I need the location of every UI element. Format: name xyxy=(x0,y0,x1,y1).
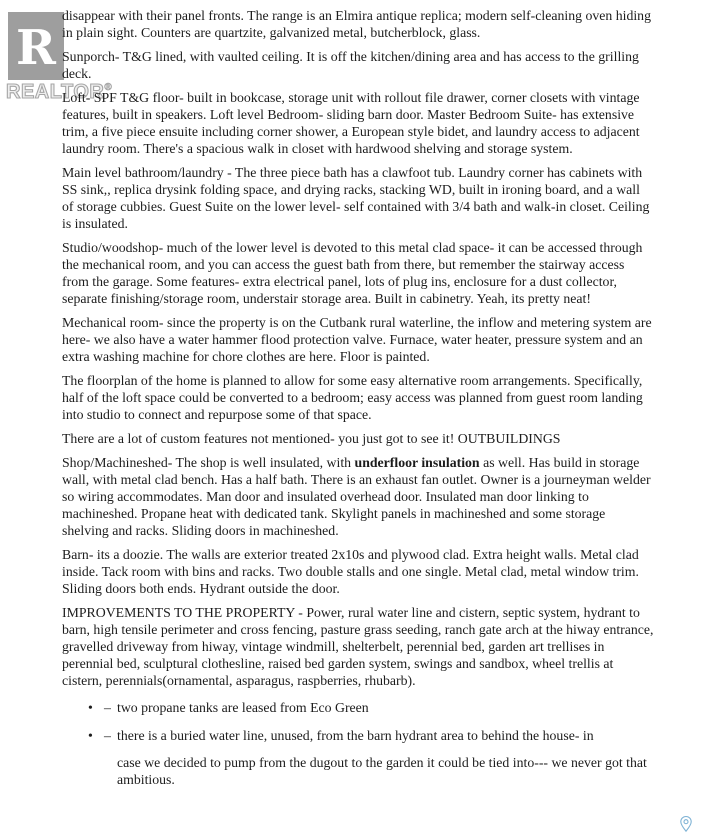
paragraph xyxy=(62,314,654,365)
text-run: disappear with their panel fronts. The range is an Elmira antique replica; modern self-cleaning oven hiding in plain sight. Counters are quartzite, galvanized metal, butcherblock, glass. xyxy=(62,8,651,40)
bullet-icon: • xyxy=(88,728,93,743)
realtor-wordmark-text: REALTOR xyxy=(6,81,105,103)
bullet-icon: • xyxy=(88,700,93,715)
paragraph xyxy=(62,454,654,539)
text-run: as well. Has build in storage wall, with metal clad bench. Has a half bath. There is an exhaust fan outlet. Owner is a journeyman welder so wiring accommodates. Man door and insulated overhead door. Insulated man door linking to machineshed. Propane heat with dedicated tank. Skylight panels in machineshed and some storage shelving and racks. Sliding doors in machineshed. xyxy=(62,455,651,538)
registered-trademark-icon: ® xyxy=(104,82,112,93)
paragraph xyxy=(62,239,654,307)
paragraph xyxy=(62,89,654,157)
text-run: IMPROVEMENTS TO THE PROPERTY - Power, rural water line and cistern, septic system, hydrant to barn, high tensile perimeter and cross fencing, pasture grass seeding, ranch gate arch at the hiway entrance, gravelled driveway from hiway, vintage windmill, shelterbelt, perennial bed, garden art trellises in perennial bed, sculptural clothesline, raised bed garden system, swings and sandbox, wheel trellis at cistern, perennials(ornamental, asparagus, raspberries, rhubarb). xyxy=(62,605,654,688)
paragraph xyxy=(62,546,654,597)
text-run: Shop/Machineshed- The shop is well insulated, with xyxy=(62,455,355,470)
bullet-continuation-text: case we decided to pump from the dugout to the garden it could be tied into--- we never got that ambitious. xyxy=(117,755,647,787)
location-pin-icon[interactable] xyxy=(679,815,693,833)
text-run: Studio/woodshop- much of the lower level is devoted to this metal clad space- it can be accessed through the mechanical room, and you can access the guest bath from there, but remember the stairway access from the garage. Some features- extra electrical panel, lots of plug ins, enclosure for a dust collector, separate finishing/storage room, understair storage area. Built in cabinetry. Yeah, its pretty neat! xyxy=(62,240,643,306)
dash-marker: – xyxy=(104,728,111,743)
pin-circle xyxy=(684,820,688,824)
text-run: The floorplan of the home is planned to allow for some easy alternative room arrangements. Specifically, half of the loft space could be converted to a bedroom; easy access was planned from guest room landing into studio to connect and repurpose some of that space. xyxy=(62,373,643,422)
bullet-text: two propane tanks are leased from Eco Green xyxy=(117,700,369,715)
dash-marker: – xyxy=(104,700,111,715)
bullet-item xyxy=(62,727,654,788)
text-run: Loft- SPF T&G floor- built in bookcase, storage unit with rollout file drawer, corner closets with vintage features, built in speakers. Loft level Bedroom- sliding barn door. Master Bedroom Suite- has extensive trim, a five piece ensuite including corner shower, a European style bidet, and laundry access to adjacent laundry room. There's a spacious walk in closet with hardwood shelving and storage system. xyxy=(62,90,640,156)
bullet-text: there is a buried water line, unused, from the barn hydrant area to behind the house- in xyxy=(117,728,594,743)
paragraph xyxy=(62,604,654,689)
paragraph xyxy=(62,372,654,423)
realtor-logo-icon xyxy=(8,12,64,80)
paragraph xyxy=(62,430,654,447)
bullet-list xyxy=(62,699,654,788)
bold-text-run: underfloor insulation xyxy=(354,455,480,470)
text-run: Mechanical room- since the property is on the Cutbank rural waterline, the inflow and metering system are here- we also have a water hammer flood protection valve. Furnace, water heater, pressure system and an extra washing machine for chore clothes are here. Floor is painted. xyxy=(62,315,652,364)
paragraph xyxy=(62,7,654,41)
listing-remarks-document xyxy=(62,7,654,799)
text-run: There are a lot of custom features not mentioned- you just got to see it! OUTBUILDINGS xyxy=(62,431,561,446)
paragraph-container xyxy=(62,7,654,689)
text-run: Main level bathroom/laundry - The three piece bath has a clawfoot tub. Laundry corner has cabinets with SS sink,, replica drysink folding space, and drying racks, stacking WD, built in ironing board, and a wall of storage cubbies. Guest Suite on the lower level- self contained with 3/4 bath and walk-in closet. Ceiling is insulated. xyxy=(62,165,650,231)
realtor-block-r: R xyxy=(16,19,56,76)
text-run: Sunporch- T&G lined, with vaulted ceiling. It is off the kitchen/dining area and has access to the grilling deck. xyxy=(62,49,639,81)
bullet-item xyxy=(62,699,654,716)
text-run: Barn- its a doozie. The walls are exterior treated 2x10s and plywood clad. Extra height walls. Metal clad inside. Tack room with bins and racks. Two double stalls and one single. Metal clad, metal window trim. Sliding doors both ends. Hydrant outside the door. xyxy=(62,547,639,596)
paragraph xyxy=(62,48,654,82)
paragraph xyxy=(62,164,654,232)
